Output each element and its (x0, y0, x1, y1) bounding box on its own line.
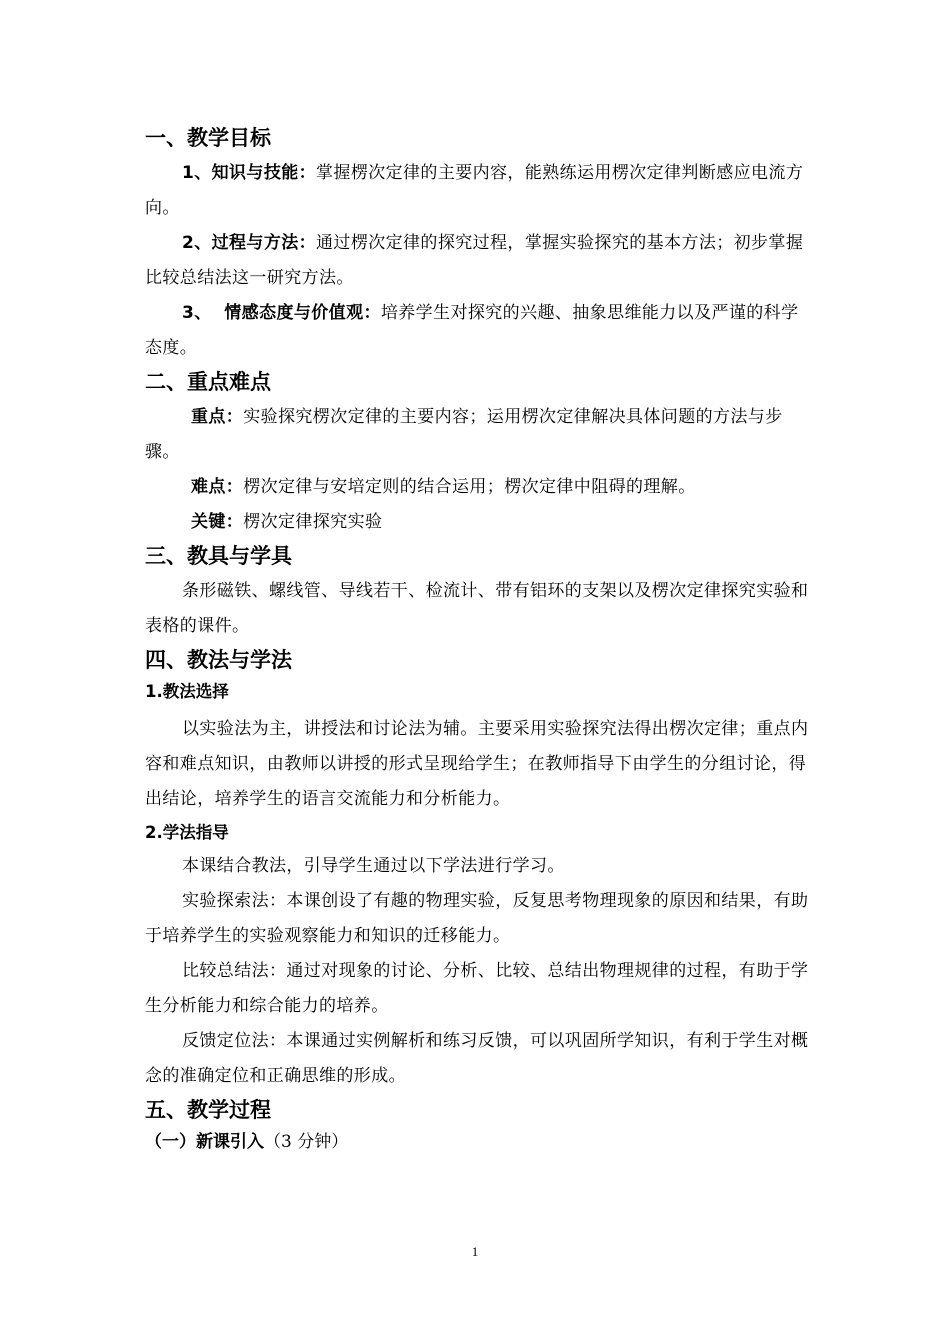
objective-attitude-label: 3、 情感态度与价值观： (182, 303, 381, 323)
crux-point-text: 楞次定律探究实验 (243, 512, 383, 532)
introduction-label: （一）新课引入 (145, 1132, 264, 1152)
section-heading-methods: 四、教法与学法 (145, 648, 292, 672)
section-heading-process: 五、教学过程 (145, 1098, 271, 1122)
objective-process-label: 2、过程与方法： (182, 233, 317, 253)
subheading-introduction (145, 1126, 813, 1158)
objective-knowledge (145, 156, 813, 226)
difficult-point-text: 楞次定律与安培定则的结合运用；楞次定律中阻碍的理解。 (243, 477, 696, 497)
section-heading-tools: 三、教具与学具 (145, 544, 292, 568)
difficult-point (145, 470, 813, 505)
teaching-method-text: 以实验法为主，讲授法和讨论法为辅。主要采用实验探究法得出楞次定律；重点内容和难点知识，由教师以讲授的形式呈现给学生；在教师指导下由学生的分组讨论，得出结论，培养学生的语言交流能力和分析能力。 (145, 719, 809, 809)
key-point-label: 重点： (191, 407, 244, 427)
learning-guidance-intro: 本课结合教法，引导学生通过以下学法进行学习。 (182, 856, 565, 876)
crux-point-label: 关键： (191, 512, 244, 532)
document-page (145, 122, 813, 1158)
key-point-text: 实验探究楞次定律的主要内容；运用楞次定律解决具体问题的方法与步骤。 (145, 407, 783, 462)
tools-text: 条形磁铁、螺线管、导线若干、检流计、带有铝环的支架以及楞次定律探究实验和表格的课件。 (145, 581, 809, 636)
introduction-time: （3 分钟） (264, 1132, 349, 1152)
crux-point (145, 505, 813, 540)
objective-process (145, 226, 813, 296)
section-heading-key-points: 二、重点难点 (145, 370, 271, 394)
learning-method-feedback: 反馈定位法：本课通过实例解析和练习反馈，可以巩固所学知识，有利于学生对概念的准确定位和正确思维的形成。 (145, 1031, 809, 1086)
objective-attitude-text: 培养学生对探究的兴趣、抽象思维能力以及严谨的科学态度。 (145, 303, 799, 358)
page-number: 1 (471, 1244, 479, 1259)
objective-attitude (145, 296, 813, 366)
objective-knowledge-text: 掌握楞次定律的主要内容，能熟练运用楞次定律判断感应电流方向。 (145, 163, 804, 218)
subheading-learning-guidance: 2.学法指导 (145, 823, 229, 842)
objective-process-text: 通过楞次定律的探究过程，掌握实验探究的基本方法；初步掌握比较总结法这一研究方法。 (145, 233, 804, 288)
subheading-teaching-method: 1.教法选择 (145, 682, 229, 701)
objective-knowledge-label: 1、知识与技能： (182, 163, 317, 183)
learning-method-experiment: 实验探索法：本课创设了有趣的物理实验，反复思考物理现象的原因和结果，有助于培养学生的实验观察能力和知识的迁移能力。 (145, 891, 809, 946)
key-point (145, 400, 813, 470)
difficult-point-label: 难点： (191, 477, 244, 497)
section-heading-objectives: 一、教学目标 (145, 126, 271, 150)
learning-method-compare: 比较总结法：通过对现象的讨论、分析、比较、总结出物理规律的过程，有助于学生分析能力和综合能力的培养。 (145, 961, 809, 1016)
